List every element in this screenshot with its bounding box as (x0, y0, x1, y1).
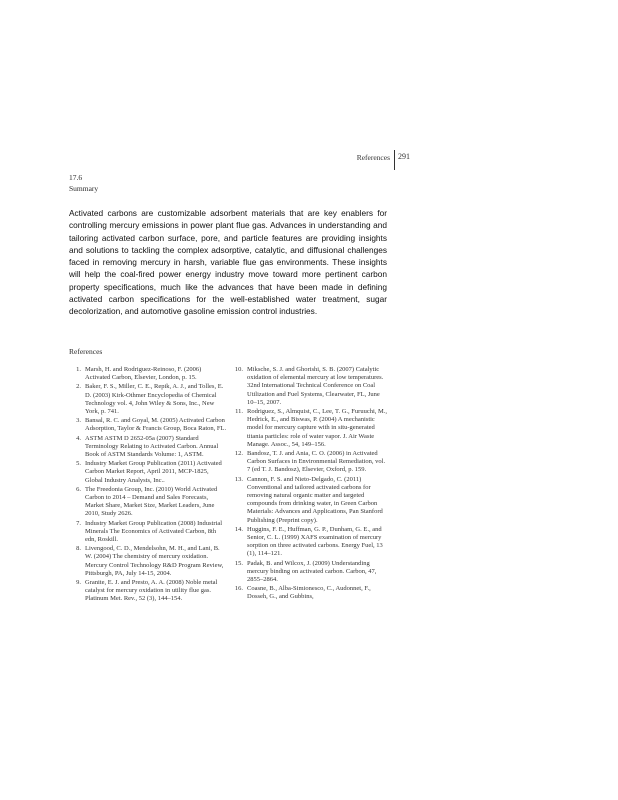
reference-text: Baker, F. S., Miller, C. E., Repik, A. J., and Tolles, E. D. (2003) Kirk-Othmer Encyclopedia of Chemical Technology vol. 4, John Wiley & Sons, Inc., New York, p. 741. (85, 383, 224, 416)
reference-item (231, 450, 389, 475)
reference-text: Bandosz, T. J. and Ania, C. O. (2006) in Activated Carbon Surfaces in Environmental Remediation, vol. 7 (ed T. J. Bandosz), Elsevier, Oxford, p. 159. (247, 450, 386, 474)
reference-text: Granite, E. J. and Presto, A. A. (2008) Noble metal catalyst for mercury oxidation in utility flue gas. Platinum Met. Rev., 52 (3), 144–154. (85, 579, 218, 603)
reference-item (69, 579, 227, 604)
reference-text: Miksche, S. J. and Ghorishi, S. B. (2007) Catalytic oxidation of elemental mercury at low temperatures. 32nd International Technical Conference on Coal Utilization and Fuel Systems, Clearwater, FL, June 10–15, 2007. (247, 366, 384, 406)
references-heading: References (69, 347, 103, 356)
reference-number: 7. (76, 519, 81, 527)
reference-number: 16. (234, 585, 243, 593)
reference-item (69, 545, 227, 578)
reference-number: 12. (234, 450, 243, 458)
reference-text: Industry Market Group Publication (2011) Activated Carbon Market Report, April 2011, MCP-1825, Global Industry Analysts, Inc.. (85, 460, 222, 484)
reference-number: 5. (76, 460, 81, 468)
reference-text: Livengood, C. D., Mendelsohn, M. H., and Lani, B. W. (2004) The chemistry of mercury oxidation. Mercury Control Technology R&D Program Review, Pittsburgh, PA, July 14-15, 2004. (85, 545, 224, 577)
reference-item (231, 408, 389, 449)
reference-text: Huggins, F. E., Huffman, G. P., Dunham, G. E., and Senior, C. L. (1999) XAFS examination of mercury sorption on three activated carbons. Energy Fuel, 13 (1), 114–121. (247, 525, 383, 558)
references-column-left (69, 366, 227, 605)
reference-item (231, 585, 389, 601)
reference-number: 8. (76, 545, 81, 553)
reference-item (69, 460, 227, 485)
summary-paragraph: Activated carbons are customizable adsorbent materials that are key enablers for controlling mercury emissions in power plant flue gas. Advances in understanding and tailoring activated carbon surface, pore, and particle features are providing insights and solutions to tackling the complex adsorptive, catalytic, and diffusional challenges faced in removing mercury in harsh, variable flue gas environments. These insights will help the coal-fired power energy industry move toward more pertinent carbon property specifications, much like the advances that have been made in defining activated carbon specifications for the well-established water treatment, sugar decolorization, and automotive gasoline emission control industries. (69, 208, 387, 317)
reference-number: 6. (76, 485, 81, 493)
reference-item (69, 520, 227, 545)
reference-text: Coasne, B., Alba-Simionesco, C., Audonnet, F., Dosseh, G., and Gubbins, (247, 585, 371, 601)
header-divider (394, 150, 395, 170)
reference-item (69, 486, 227, 519)
reference-item (231, 560, 389, 585)
reference-item (69, 435, 227, 460)
reference-text: ASTM ASTM D 2652-05a (2007) Standard Terminology Relating to Activated Carbon. Annual Book of ASTM Standards Volume: 1, ASTM. (85, 434, 219, 459)
reference-text: Industry Market Group Publication (2008) Industrial Minerals The Economics of Activated Carbon, 8th edn, Roskill. (85, 519, 223, 544)
section-title: Summary (69, 184, 99, 193)
reference-item (69, 366, 227, 382)
reference-number: 14. (234, 525, 243, 533)
reference-item (231, 476, 389, 525)
reference-text: Padak, B. and Wilcox, J. (2009) Understanding mercury binding on activated carbon. Carbon, 47, 2855–2864. (247, 559, 377, 584)
reference-number: 9. (76, 579, 81, 587)
reference-item (69, 383, 227, 416)
section-number: 17.6 (69, 173, 83, 182)
reference-number: 11. (235, 408, 243, 416)
reference-number: 4. (76, 434, 81, 442)
reference-item (69, 417, 227, 433)
reference-number: 3. (76, 417, 81, 425)
reference-item (231, 526, 389, 559)
reference-number: 13. (234, 475, 243, 483)
reference-number: 10. (234, 366, 243, 373)
reference-number: 15. (234, 559, 243, 567)
reference-item (231, 366, 389, 407)
reference-text: Marsh, H. and Rodriguez-Reinoso, F. (2006) Activated Carbon, Elsevier, London, p. 15. (85, 366, 202, 382)
reference-number: 1. (76, 366, 81, 373)
references-column-right (231, 366, 389, 603)
reference-text: Bansal, R. C. and Goyal, M. (2005) Activated Carbon Adsorption, Taylor & Francis Group, Boca Raton, FL. (85, 417, 227, 433)
reference-text: Cannon, F. S. and Nieto-Delgado, C. (2011) Conventional and tailored activated carbons for removing natural organic matter and targeted compounds from drinking water, in Green Carbon Materials: Advances and Applications, Pan Stanford Publishing (Preprint copy). (247, 475, 383, 524)
reference-number: 2. (76, 383, 81, 391)
reference-text: Rodriguez, S., Almquist, C., Lee, T. G., Furuuchi, M., Hedrick, E., and Biswas, P. (2004) A mechanistic model for mercury capture with in situ-generated titania particles: role of water vapor. J. Air Waste Manage. Assoc., 54, 149–156. (247, 408, 388, 448)
page-number: 291 (398, 152, 410, 161)
running-title: References (356, 153, 390, 162)
running-header (0, 150, 618, 172)
reference-text: The Freedonia Group, Inc. (2010) World Activated Carbon to 2014 – Demand and Sales Forecasts, Market Share, Market Size, Market Leaders, June 2010, Study 2626. (85, 485, 218, 518)
